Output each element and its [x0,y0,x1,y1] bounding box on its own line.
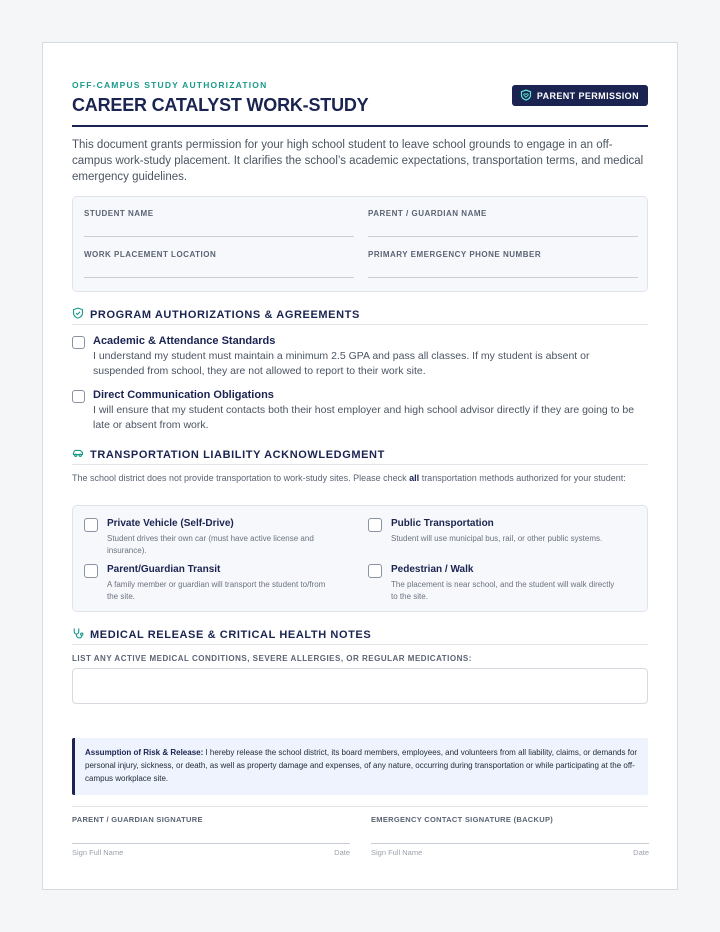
academic-standards-checkbox[interactable] [72,336,85,349]
agreement-communication [72,389,648,435]
stethoscope-icon [72,626,84,644]
badge-label: PARENT PERMISSION [536,90,639,101]
guardian-transit-checkbox[interactable] [84,564,98,578]
signature-divider [72,806,648,807]
option-text: The placement is near school, and the student will walk directly to the site. [391,580,615,601]
parent-permission-badge [512,85,648,106]
authorizations-heading [72,306,648,324]
option-title: Public Transportation [391,518,494,529]
emergency-phone-label: PRIMARY EMERGENCY PHONE NUMBER [368,250,542,259]
transportation-title: TRANSPORTATION LIABILITY ACKNOWLEDGMENT [90,449,385,461]
risk-label: Assumption of Risk & Release: [85,748,204,757]
authorizations-divider [72,324,648,325]
note-text: transportation methods authorized for your student: [419,473,626,483]
student-name-label: STUDENT NAME [84,209,154,218]
signature-label: PARENT / GUARDIAN SIGNATURE [72,815,203,824]
public-transportation-checkbox[interactable] [368,518,382,532]
signature-captions [72,848,350,857]
emergency-phone-field[interactable] [368,250,638,278]
note-emphasis: all [409,473,420,483]
placement-location-field[interactable] [84,250,354,278]
sign-name-caption: Sign Full Name [371,848,423,857]
medical-field-label: LIST ANY ACTIVE MEDICAL CONDITIONS, SEVERE ALLERGIES, OR REGULAR MEDICATIONS: [72,654,472,663]
title-divider [72,125,648,127]
signature-label: EMERGENCY CONTACT SIGNATURE (BACKUP) [371,815,554,824]
risk-text: I hereby release the school district, its board members, employees, and volunteers from all liability, claims, or demands for personal injury, sickness, or death, as well as property damage and expenses, of any nature, occurring during transportation or while participating at the off-campus workplace site. [85,748,638,783]
option-text: Student drives their own car (must have active license and insurance). [107,534,314,555]
medical-notes-input[interactable] [72,668,648,704]
transportation-divider [72,464,648,465]
form-page [42,42,678,890]
sign-name-caption: Sign Full Name [72,848,124,857]
shield-check-icon [72,306,84,324]
signature-captions [371,848,649,857]
date-caption: Date [633,848,649,857]
agreement-title: Direct Communication Obligations [93,389,274,401]
transportation-heading [72,446,648,464]
option-title: Parent/Guardian Transit [107,564,221,575]
risk-release-notice [72,738,648,795]
student-name-input-line[interactable] [84,236,354,237]
option-text: A family member or guardian will transport the student to/from the site. [107,580,326,601]
guardian-name-input-line[interactable] [368,236,638,237]
guardian-signature-block [72,815,350,857]
communication-obligations-checkbox[interactable] [72,390,85,403]
guardian-signature-line[interactable] [72,843,350,844]
car-icon [72,446,84,464]
agreement-academic [72,335,648,381]
emergency-phone-input-line[interactable] [368,277,638,278]
transportation-options-panel [72,505,648,612]
authorizations-title: PROGRAM AUTHORIZATIONS & AGREEMENTS [90,309,360,321]
pedestrian-checkbox[interactable] [368,564,382,578]
date-caption: Date [334,848,350,857]
private-vehicle-checkbox[interactable] [84,518,98,532]
agreement-title: Academic & Attendance Standards [93,335,276,347]
agreement-text: I will ensure that my student contacts both their host employer and high school advisor directly if they are going to be late or absent from work. [93,404,635,431]
guardian-name-label: PARENT / GUARDIAN NAME [368,209,487,218]
agreement-text: I understand my student must maintain a minimum 2.5 GPA and pass all classes. If my student is absent or suspended from school, they are not allowed to report to their work site. [93,350,590,377]
placement-location-label: WORK PLACEMENT LOCATION [84,250,217,259]
emergency-signature-block [371,815,649,857]
option-title: Pedestrian / Walk [391,564,474,575]
medical-title: MEDICAL RELEASE & CRITICAL HEALTH NOTES [90,629,372,641]
medical-heading [72,626,648,644]
option-title: Private Vehicle (Self-Drive) [107,518,234,529]
student-name-field[interactable] [84,209,354,237]
form-title: CAREER CATALYST WORK-STUDY [72,95,369,115]
transportation-note [72,472,648,485]
option-text: Student will use municipal bus, rail, or other public systems. [391,534,603,543]
emergency-signature-line[interactable] [371,843,649,844]
medical-divider [72,644,648,645]
guardian-name-field[interactable] [368,209,638,237]
note-text: The school district does not provide transportation to work-study sites. Please check [72,473,410,483]
placement-location-input-line[interactable] [84,277,354,278]
heart-shield-icon [520,89,532,103]
intro-paragraph: This document grants permission for your high school student to leave school grounds to engage in an off-campus work-study placement. It clarifies the school’s academic expectations, transportation terms, and medical emergency guidelines. [72,139,644,183]
form-eyebrow: OFF-CAMPUS STUDY AUTHORIZATION [72,80,268,90]
student-info-panel [72,196,648,292]
